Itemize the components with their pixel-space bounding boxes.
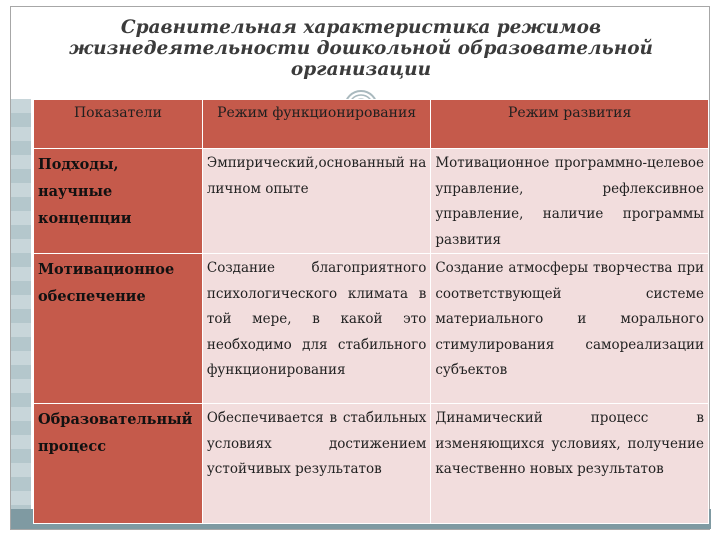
title-line-3: организации bbox=[290, 59, 432, 80]
table-row bbox=[34, 254, 709, 404]
row-development: Мотивационное программно-целевое управление, рефлексивное управление, наличие программы развития bbox=[431, 149, 709, 254]
row-functioning: Создание благоприятного психологического климата в той мере, в какой это необходимо для стабильного функционирования bbox=[202, 254, 430, 404]
row-indicator: Подходы, научные концепции bbox=[34, 149, 203, 254]
row-indicator: Мотивационное обеспечение bbox=[34, 254, 203, 404]
header-development: Режим развития bbox=[431, 100, 709, 149]
row-indicator: Образовательный процесс bbox=[34, 404, 203, 524]
header-row bbox=[34, 100, 709, 149]
title-line-1: Сравнительная характеристика режимов bbox=[120, 17, 602, 38]
row-development: Создание атмосферы творчества при соответствующей системе материального и морального стимулирования самореализации субъектов bbox=[431, 254, 709, 404]
title-line-2: жизнедеятельности дошкольной образовательной bbox=[68, 38, 654, 59]
table-row bbox=[34, 149, 709, 254]
row-functioning: Эмпирический,основанный на личном опыте bbox=[202, 149, 430, 254]
title-area bbox=[11, 7, 711, 99]
comparison-table bbox=[33, 99, 709, 524]
row-functioning: Обеспечивается в стабильных условиях достижением устойчивых результатов bbox=[202, 404, 430, 524]
row-development: Динамический процесс в изменяющихся условиях, получение качественно новых результатов bbox=[431, 404, 709, 524]
slide-title bbox=[11, 7, 711, 80]
header-indicators: Показатели bbox=[34, 100, 203, 149]
header-functioning: Режим функционирования bbox=[202, 100, 430, 149]
table-row bbox=[34, 404, 709, 524]
left-decor-stripe bbox=[11, 99, 31, 509]
slide-frame bbox=[10, 6, 710, 530]
